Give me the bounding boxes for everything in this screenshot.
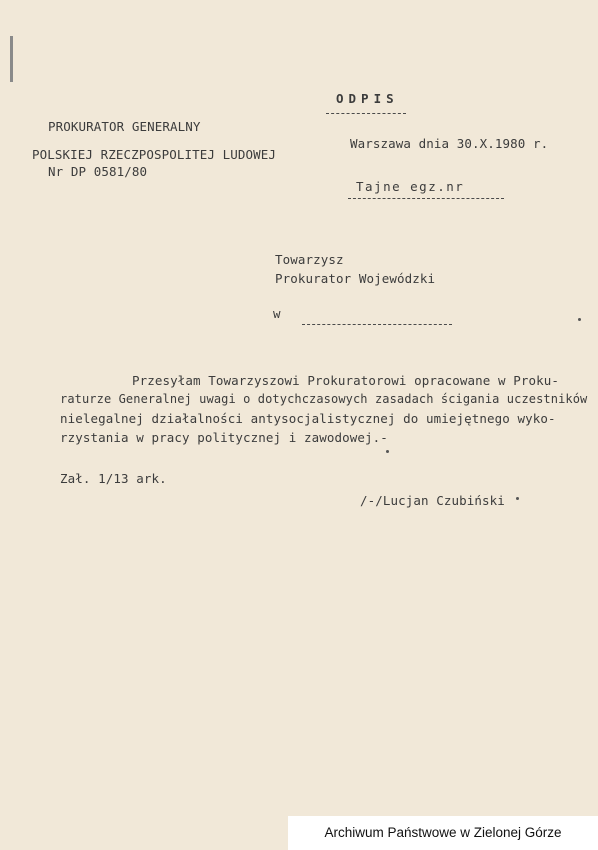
- reference-number: Nr DP 0581/80: [48, 164, 148, 179]
- binder-mark: [10, 36, 13, 82]
- stray-mark: [578, 318, 581, 321]
- body-line-1: Przesyłam Towarzyszowi Prokuratorowi opracowane w Proku-: [132, 373, 560, 388]
- recipient-line2: Prokurator Wojewódzki: [275, 271, 436, 286]
- stray-mark: [516, 497, 519, 500]
- recipient-line1: Towarzysz: [275, 252, 344, 267]
- place-date: Warszawa dnia 30.X.1980 r.: [350, 136, 549, 151]
- copy-label-underline: [326, 113, 406, 114]
- stray-mark: [386, 450, 389, 453]
- attachment-note: Zał. 1/13 ark.: [60, 471, 167, 486]
- issuer-line2: POLSKIEJ RZECZPOSPOLITEJ LUDOWEJ: [32, 147, 277, 162]
- body-line-2: raturze Generalnej uwagi o dotychczasowych zasadach ścigania uczestników: [60, 392, 588, 406]
- issuer-line1: PROKURATOR GENERALNY: [48, 119, 201, 134]
- copy-label: ODPIS: [336, 91, 399, 106]
- classification-label: Tajne egz.nr: [356, 179, 465, 194]
- body-line-3: nielegalnej działalności antysocjalistycznej do umiejętnego wyko-: [60, 411, 556, 426]
- recipient-address-line: [302, 324, 452, 325]
- archive-footer: Archiwum Państwowe w Zielonej Górze: [288, 816, 598, 850]
- signature: /-/Lucjan Czubiński: [360, 493, 505, 508]
- classification-underline: [348, 198, 504, 199]
- recipient-prefix: w: [273, 306, 281, 321]
- body-line-4: rzystania w pracy politycznej i zawodowej.-: [60, 430, 388, 445]
